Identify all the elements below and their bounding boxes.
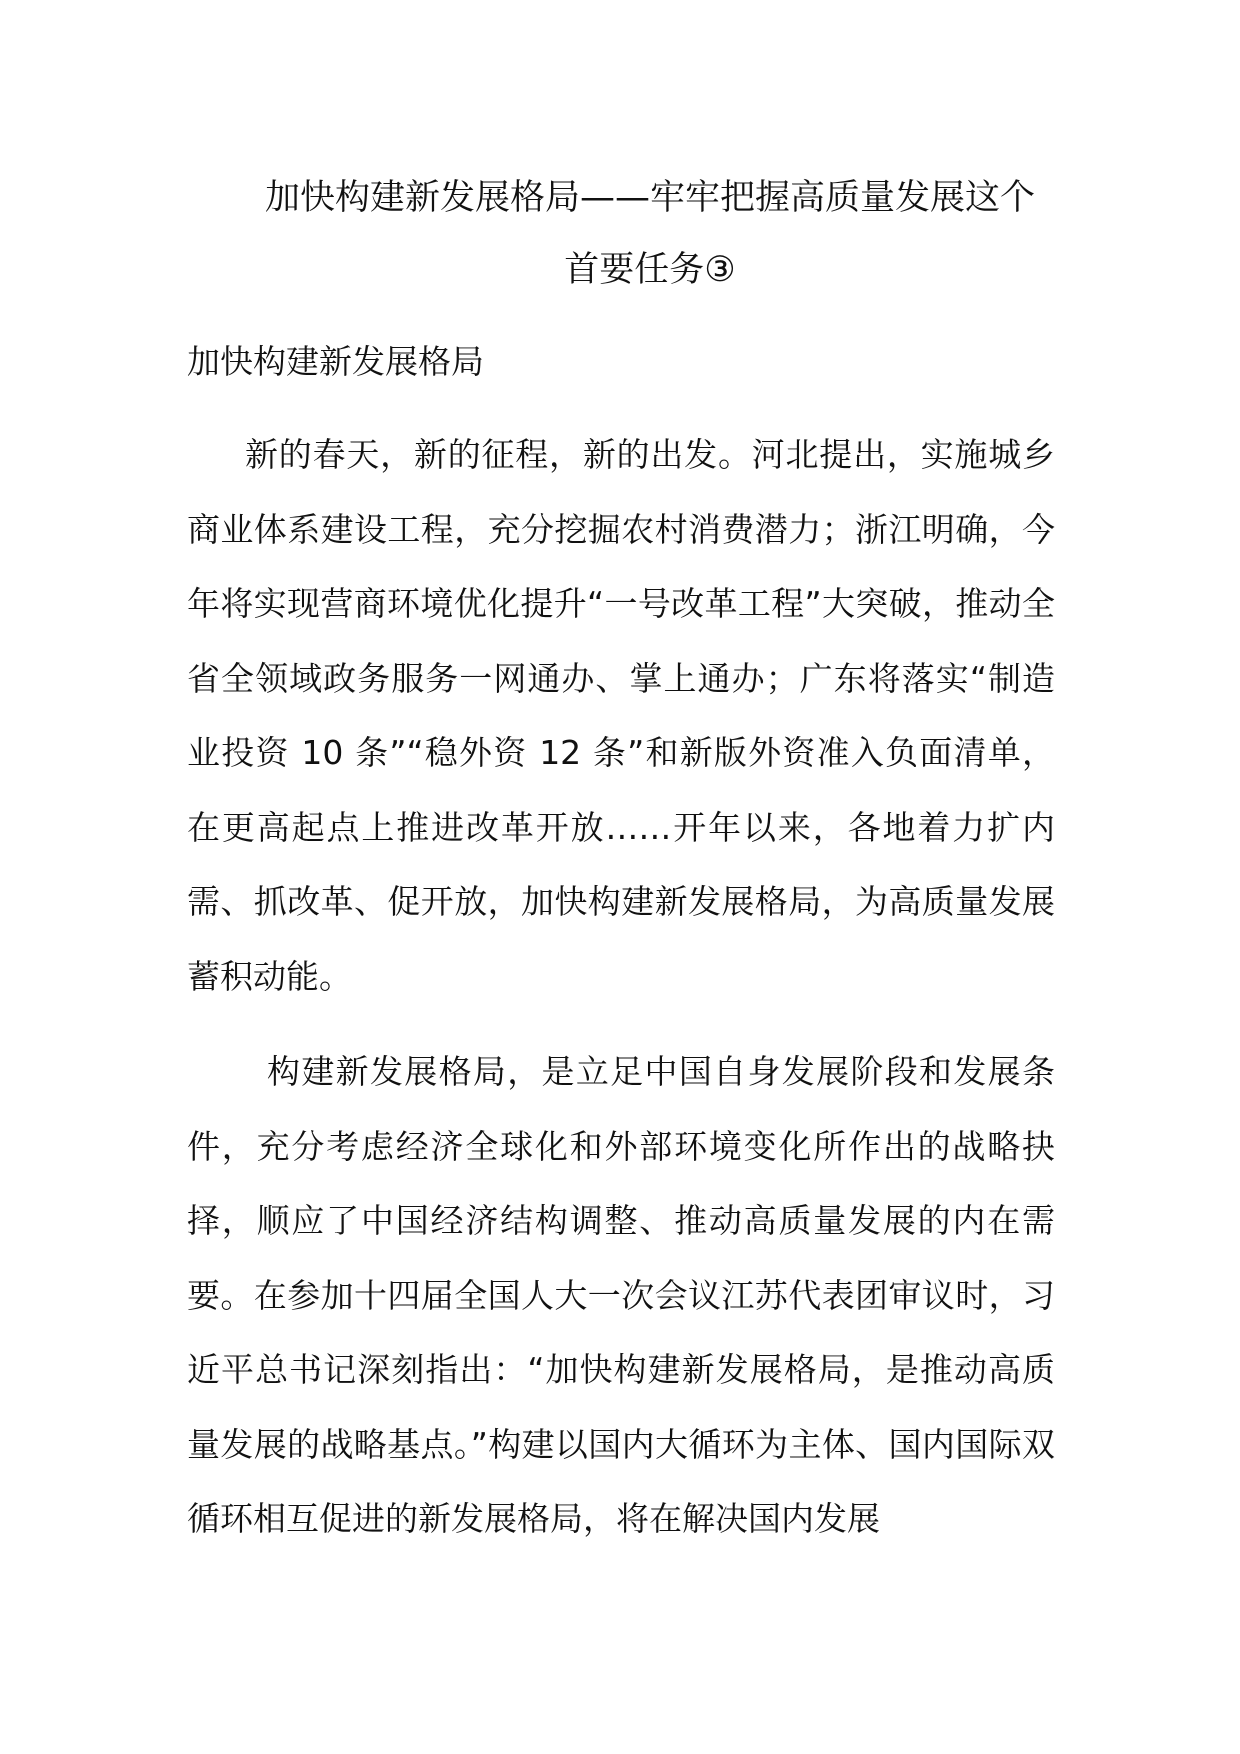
section-heading: 加快构建新发展格局 [187, 342, 484, 381]
document-title: 加快构建新发展格局——牢牢把握高质量发展这个首要任务③ [264, 178, 1035, 290]
body-paragraph: 构建新发展格局，是立足中国自身发展阶段和发展条件，充分考虑经济全球化和外部环境变化所作出的战略抉择，顺应了中国经济结构调整、推动高质量发展的内在需要。在参加十四届全国人大一次会议江苏代表团审议时，习近平总书记深刻指出：“加快构建新发展格局，是推动高质量发展的战略基点。”构建以国内大循环为主体、国内国际双循环相互促进的新发展格局，将在解决国内发展 [187, 1052, 1055, 1538]
body-paragraph: 新的春天，新的征程，新的出发。河北提出，实施城乡商业体系建设工程，充分挖掘农村消费潜力；浙江明确，今年将实现营商环境优化提升“一号改革工程”大突破，推动全省全领域政务服务一网通办、掌上通办；广东将落实“制造业投资 10 条”“稳外资 12 条”和新版外资准入负面清单，在更高起点上推进改革开放……开年以来，各地着力扩内需、抓改革、促开放，加快构建新发展格局，为高质量发展蓄积动能。 [187, 435, 1055, 996]
